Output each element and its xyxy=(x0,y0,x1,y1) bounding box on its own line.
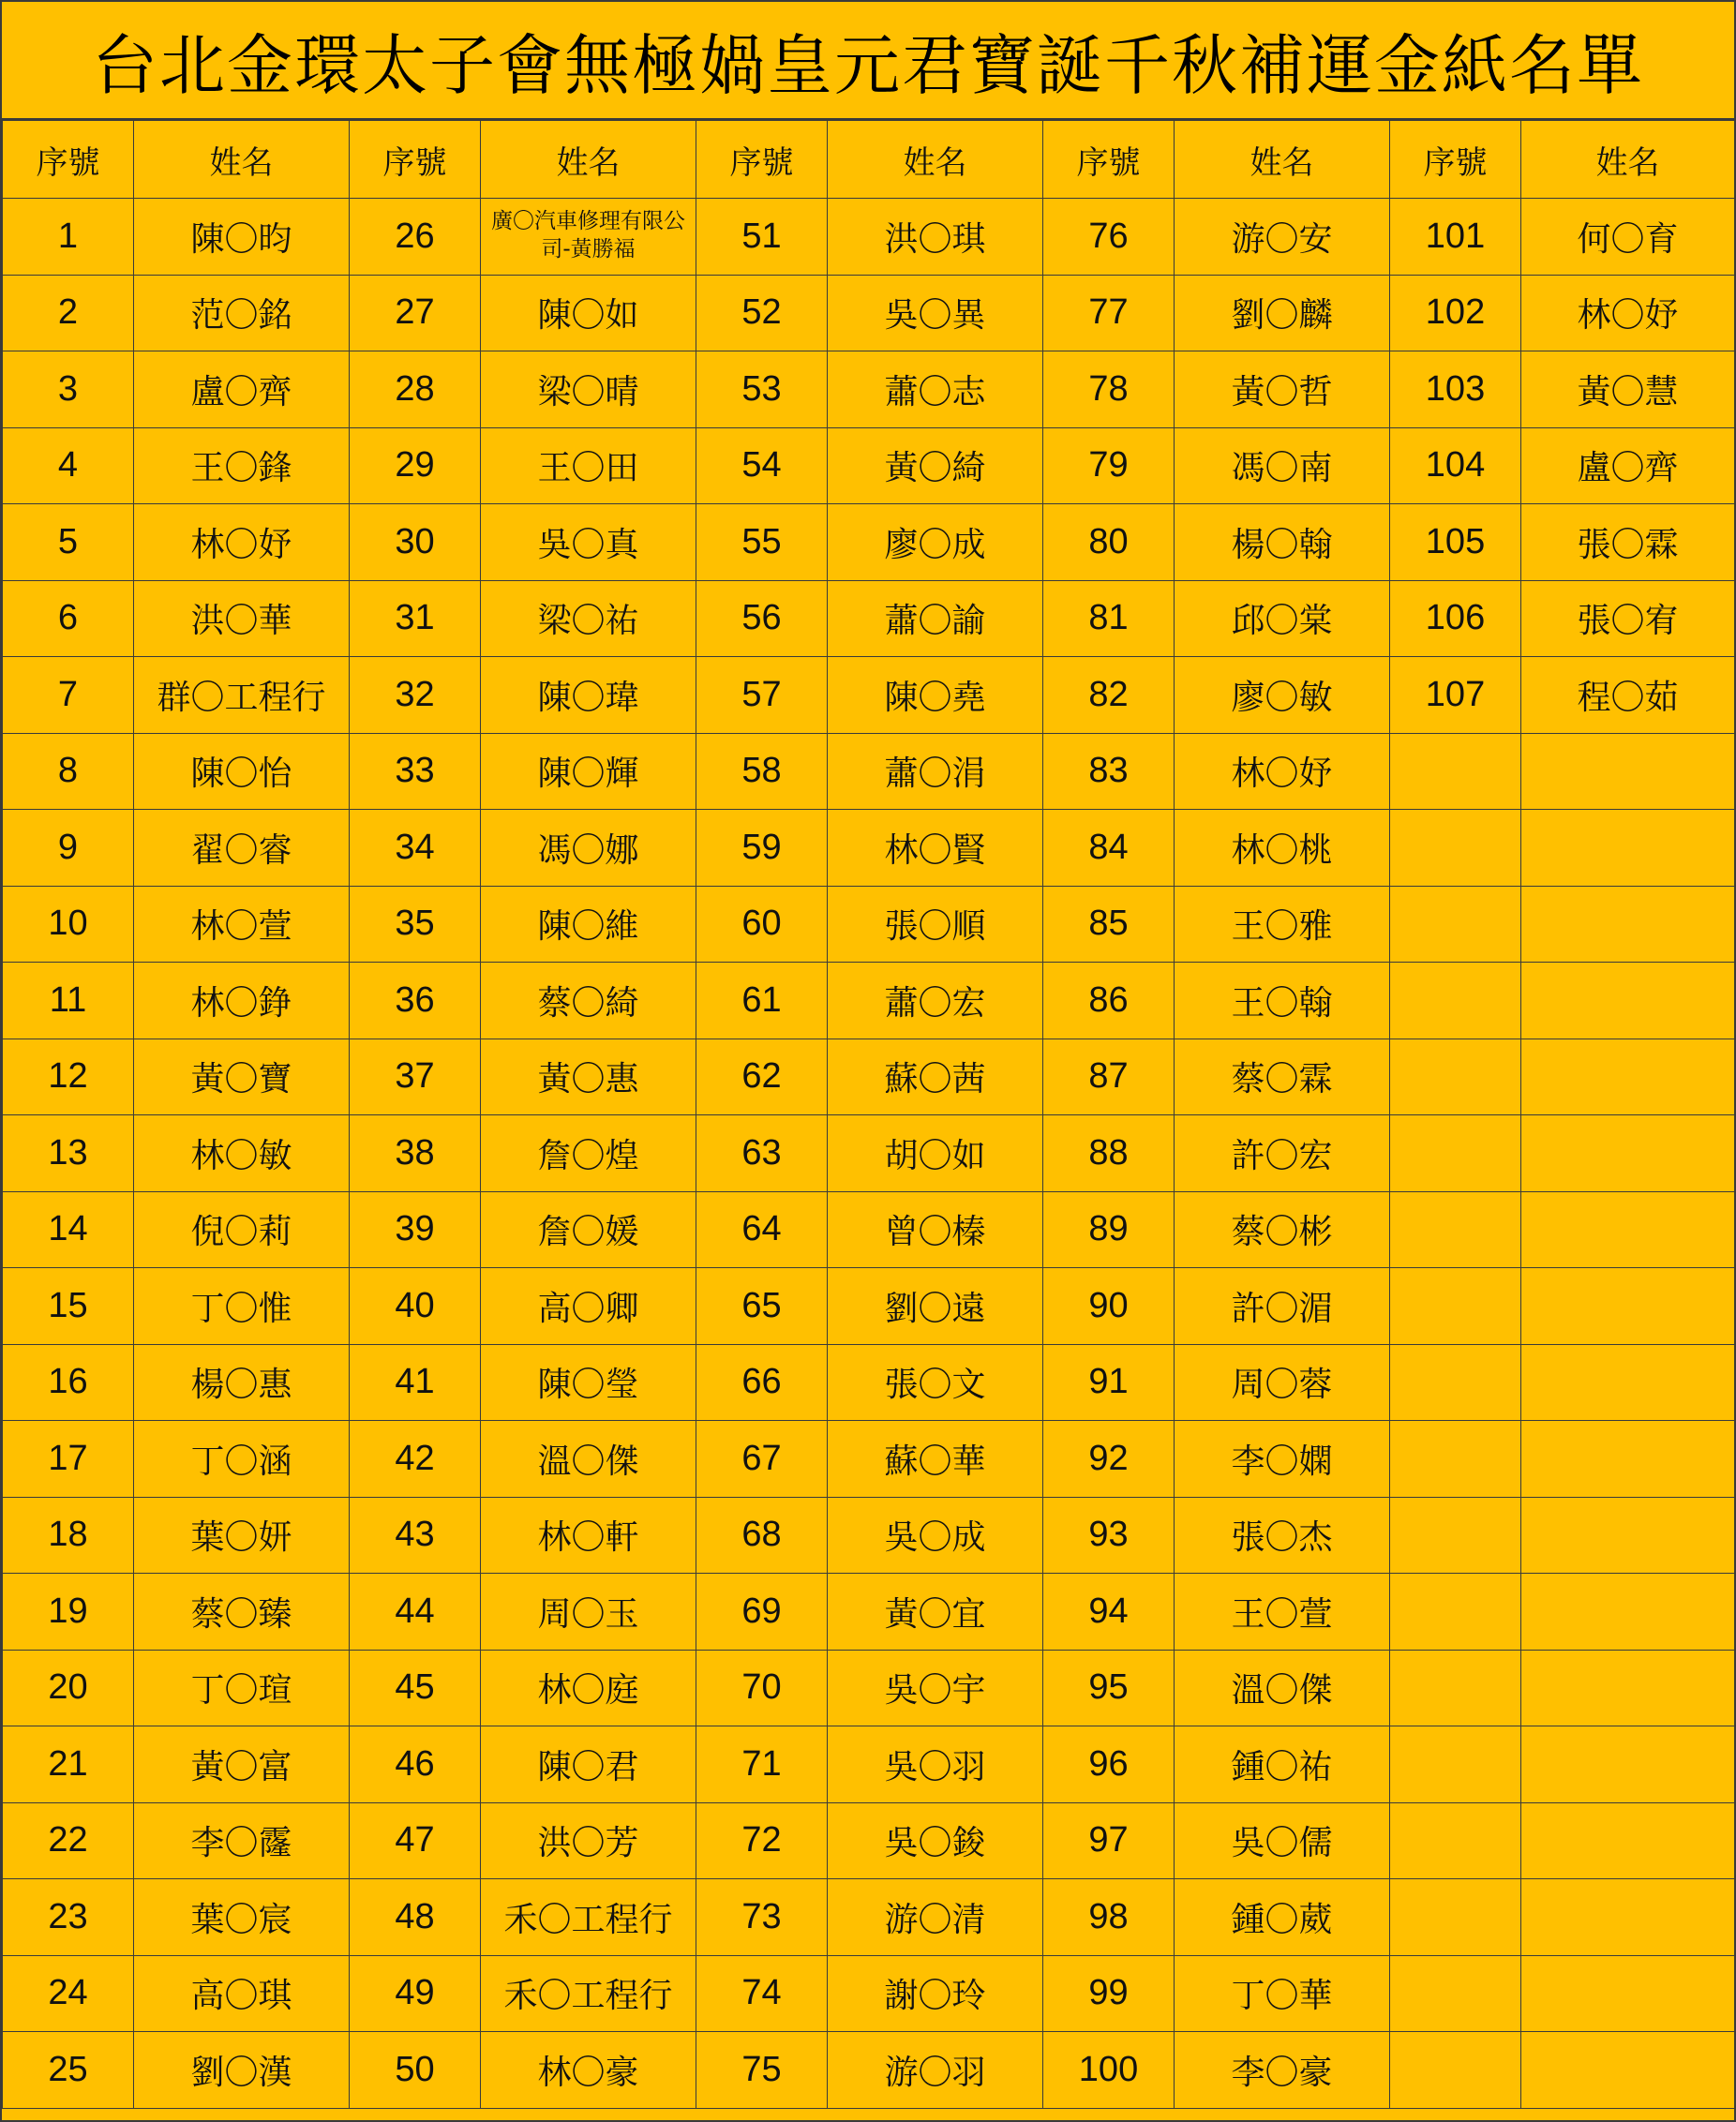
entry-name: 葉〇妍 xyxy=(134,1497,350,1574)
table-row xyxy=(3,504,1735,581)
entry-number: 23 xyxy=(3,1879,134,1956)
entry-name: 陳〇瑋 xyxy=(481,657,696,734)
entry-name: 丁〇瑄 xyxy=(134,1650,350,1726)
table-row xyxy=(3,963,1735,1039)
entry-name: 許〇宏 xyxy=(1175,1115,1390,1192)
entry-name: 群〇工程行 xyxy=(134,657,350,734)
entry-name: 鍾〇葳 xyxy=(1175,1879,1390,1956)
empty-cell xyxy=(1390,1497,1521,1574)
entry-name: 馮〇娜 xyxy=(481,810,696,887)
entry-name: 蕭〇涓 xyxy=(828,733,1043,810)
entry-name: 溫〇傑 xyxy=(1175,1650,1390,1726)
entry-number: 78 xyxy=(1043,351,1175,428)
entry-number: 93 xyxy=(1043,1497,1175,1574)
entry-name: 黃〇綺 xyxy=(828,427,1043,504)
entry-number: 37 xyxy=(350,1039,481,1115)
empty-cell xyxy=(1521,1955,1735,2032)
empty-cell xyxy=(1390,1879,1521,1956)
entry-name: 吳〇成 xyxy=(828,1497,1043,1574)
entry-number: 52 xyxy=(696,275,828,351)
entry-name: 李〇嫻 xyxy=(1175,1421,1390,1498)
entry-number: 25 xyxy=(3,2032,134,2109)
entry-name: 黃〇宜 xyxy=(828,1574,1043,1651)
entry-name: 梁〇晴 xyxy=(481,351,696,428)
entry-name: 洪〇華 xyxy=(134,580,350,657)
entry-name: 林〇妤 xyxy=(1175,733,1390,810)
entry-name: 張〇文 xyxy=(828,1344,1043,1421)
entry-number: 34 xyxy=(350,810,481,887)
entry-name: 蔡〇臻 xyxy=(134,1574,350,1651)
entry-name: 范〇銘 xyxy=(134,275,350,351)
entry-name: 蔡〇綺 xyxy=(481,963,696,1039)
entry-number: 60 xyxy=(696,886,828,963)
entry-number: 64 xyxy=(696,1191,828,1268)
entry-name: 林〇妤 xyxy=(1521,275,1735,351)
table-row xyxy=(3,2032,1735,2109)
empty-cell xyxy=(1521,1268,1735,1345)
empty-cell xyxy=(1521,1344,1735,1421)
entry-name: 李〇豪 xyxy=(1175,2032,1390,2109)
entry-name: 黃〇慧 xyxy=(1521,351,1735,428)
entry-number: 55 xyxy=(696,504,828,581)
table-row xyxy=(3,1115,1735,1192)
entry-name: 李〇霳 xyxy=(134,1802,350,1879)
header-number: 序號 xyxy=(350,121,481,199)
entry-name: 程〇茹 xyxy=(1521,657,1735,734)
entry-number: 77 xyxy=(1043,275,1175,351)
entry-name: 禾〇工程行 xyxy=(481,1879,696,1956)
entry-name: 陳〇堯 xyxy=(828,657,1043,734)
entry-name: 吳〇真 xyxy=(481,504,696,581)
entry-number: 61 xyxy=(696,963,828,1039)
entry-number: 53 xyxy=(696,351,828,428)
entry-name: 謝〇玲 xyxy=(828,1955,1043,2032)
empty-cell xyxy=(1521,733,1735,810)
entry-number: 48 xyxy=(350,1879,481,1956)
header-name: 姓名 xyxy=(481,121,696,199)
entry-name: 吳〇羽 xyxy=(828,1726,1043,1803)
header-number: 序號 xyxy=(3,121,134,199)
entry-name: 翟〇睿 xyxy=(134,810,350,887)
entry-number: 29 xyxy=(350,427,481,504)
table-row xyxy=(3,275,1735,351)
empty-cell xyxy=(1521,1191,1735,1268)
entry-number: 73 xyxy=(696,1879,828,1956)
roster-table xyxy=(2,120,1735,2109)
entry-name: 洪〇琪 xyxy=(828,199,1043,276)
entry-number: 41 xyxy=(350,1344,481,1421)
entry-name: 蘇〇茜 xyxy=(828,1039,1043,1115)
entry-name: 林〇妤 xyxy=(134,504,350,581)
empty-cell xyxy=(1390,1726,1521,1803)
entry-number: 99 xyxy=(1043,1955,1175,2032)
entry-number: 14 xyxy=(3,1191,134,1268)
entry-number: 88 xyxy=(1043,1115,1175,1192)
entry-name: 游〇清 xyxy=(828,1879,1043,1956)
entry-number: 84 xyxy=(1043,810,1175,887)
table-row xyxy=(3,1268,1735,1345)
entry-number: 17 xyxy=(3,1421,134,1498)
entry-number: 20 xyxy=(3,1650,134,1726)
entry-number: 85 xyxy=(1043,886,1175,963)
entry-number: 7 xyxy=(3,657,134,734)
entry-number: 69 xyxy=(696,1574,828,1651)
header-number: 序號 xyxy=(1390,121,1521,199)
table-row xyxy=(3,1879,1735,1956)
entry-number: 75 xyxy=(696,2032,828,2109)
entry-number: 98 xyxy=(1043,1879,1175,1956)
entry-number: 63 xyxy=(696,1115,828,1192)
entry-name: 許〇湄 xyxy=(1175,1268,1390,1345)
entry-name: 溫〇傑 xyxy=(481,1421,696,1498)
entry-name: 胡〇如 xyxy=(828,1115,1043,1192)
empty-cell xyxy=(1521,963,1735,1039)
table-row xyxy=(3,1191,1735,1268)
entry-number: 107 xyxy=(1390,657,1521,734)
entry-name: 馮〇南 xyxy=(1175,427,1390,504)
entry-number: 26 xyxy=(350,199,481,276)
entry-number: 3 xyxy=(3,351,134,428)
roster-body xyxy=(3,121,1735,2109)
entry-number: 100 xyxy=(1043,2032,1175,2109)
empty-cell xyxy=(1521,1039,1735,1115)
empty-cell xyxy=(1390,1955,1521,2032)
entry-name: 林〇錚 xyxy=(134,963,350,1039)
entry-number: 9 xyxy=(3,810,134,887)
table-row xyxy=(3,1497,1735,1574)
entry-number: 12 xyxy=(3,1039,134,1115)
entry-number: 1 xyxy=(3,199,134,276)
entry-number: 83 xyxy=(1043,733,1175,810)
entry-number: 42 xyxy=(350,1421,481,1498)
entry-number: 71 xyxy=(696,1726,828,1803)
entry-name: 楊〇翰 xyxy=(1175,504,1390,581)
empty-cell xyxy=(1390,810,1521,887)
empty-cell xyxy=(1521,810,1735,887)
entry-number: 24 xyxy=(3,1955,134,2032)
table-row xyxy=(3,351,1735,428)
entry-number: 101 xyxy=(1390,199,1521,276)
entry-number: 18 xyxy=(3,1497,134,1574)
entry-name: 游〇羽 xyxy=(828,2032,1043,2109)
entry-number: 15 xyxy=(3,1268,134,1345)
entry-number: 35 xyxy=(350,886,481,963)
empty-cell xyxy=(1390,963,1521,1039)
table-row xyxy=(3,733,1735,810)
entry-name: 陳〇如 xyxy=(481,275,696,351)
entry-name: 鍾〇祐 xyxy=(1175,1726,1390,1803)
entry-number: 13 xyxy=(3,1115,134,1192)
entry-name: 王〇田 xyxy=(481,427,696,504)
empty-cell xyxy=(1521,1497,1735,1574)
empty-cell xyxy=(1390,1115,1521,1192)
table-row xyxy=(3,1039,1735,1115)
entry-name: 詹〇媛 xyxy=(481,1191,696,1268)
table-row xyxy=(3,886,1735,963)
entry-number: 94 xyxy=(1043,1574,1175,1651)
entry-number: 44 xyxy=(350,1574,481,1651)
table-row xyxy=(3,199,1735,276)
entry-number: 76 xyxy=(1043,199,1175,276)
entry-number: 86 xyxy=(1043,963,1175,1039)
entry-number: 74 xyxy=(696,1955,828,2032)
table-row xyxy=(3,1574,1735,1651)
empty-cell xyxy=(1390,1650,1521,1726)
header-row xyxy=(3,121,1735,199)
entry-name: 吳〇儒 xyxy=(1175,1802,1390,1879)
entry-name: 張〇霖 xyxy=(1521,504,1735,581)
entry-number: 105 xyxy=(1390,504,1521,581)
entry-name: 陳〇君 xyxy=(481,1726,696,1803)
entry-name: 倪〇莉 xyxy=(134,1191,350,1268)
header-number: 序號 xyxy=(696,121,828,199)
entry-number: 92 xyxy=(1043,1421,1175,1498)
entry-name: 劉〇漢 xyxy=(134,2032,350,2109)
entry-name: 蕭〇志 xyxy=(828,351,1043,428)
entry-name: 陳〇昀 xyxy=(134,199,350,276)
entry-name: 陳〇瑩 xyxy=(481,1344,696,1421)
entry-name: 林〇豪 xyxy=(481,2032,696,2109)
empty-cell xyxy=(1521,1726,1735,1803)
entry-number: 103 xyxy=(1390,351,1521,428)
entry-name: 梁〇祐 xyxy=(481,580,696,657)
empty-cell xyxy=(1390,1421,1521,1498)
entry-number: 81 xyxy=(1043,580,1175,657)
table-row xyxy=(3,1650,1735,1726)
empty-cell xyxy=(1390,1191,1521,1268)
entry-number: 90 xyxy=(1043,1268,1175,1345)
entry-number: 80 xyxy=(1043,504,1175,581)
entry-name: 林〇萱 xyxy=(134,886,350,963)
entry-name: 廣〇汽車修理有限公司-黃勝福 xyxy=(481,199,696,276)
entry-name: 吳〇鋑 xyxy=(828,1802,1043,1879)
entry-name: 禾〇工程行 xyxy=(481,1955,696,2032)
entry-number: 16 xyxy=(3,1344,134,1421)
entry-number: 45 xyxy=(350,1650,481,1726)
entry-name: 洪〇芳 xyxy=(481,1802,696,1879)
table-row xyxy=(3,1421,1735,1498)
entry-number: 91 xyxy=(1043,1344,1175,1421)
entry-name: 張〇宥 xyxy=(1521,580,1735,657)
entry-name: 廖〇成 xyxy=(828,504,1043,581)
entry-name: 吳〇異 xyxy=(828,275,1043,351)
entry-name: 劉〇麟 xyxy=(1175,275,1390,351)
entry-name: 高〇琪 xyxy=(134,1955,350,2032)
empty-cell xyxy=(1390,1268,1521,1345)
entry-number: 58 xyxy=(696,733,828,810)
entry-name: 周〇蓉 xyxy=(1175,1344,1390,1421)
entry-name: 高〇卿 xyxy=(481,1268,696,1345)
entry-name: 楊〇惠 xyxy=(134,1344,350,1421)
entry-number: 66 xyxy=(696,1344,828,1421)
entry-number: 32 xyxy=(350,657,481,734)
entry-name: 王〇鋒 xyxy=(134,427,350,504)
table-row xyxy=(3,580,1735,657)
entry-name: 黃〇哲 xyxy=(1175,351,1390,428)
table-row xyxy=(3,1802,1735,1879)
entry-number: 43 xyxy=(350,1497,481,1574)
entry-number: 87 xyxy=(1043,1039,1175,1115)
empty-cell xyxy=(1390,1344,1521,1421)
entry-name: 王〇翰 xyxy=(1175,963,1390,1039)
empty-cell xyxy=(1521,1421,1735,1498)
entry-number: 10 xyxy=(3,886,134,963)
entry-number: 49 xyxy=(350,1955,481,2032)
header-name: 姓名 xyxy=(1521,121,1735,199)
entry-name: 劉〇遠 xyxy=(828,1268,1043,1345)
entry-number: 67 xyxy=(696,1421,828,1498)
empty-cell xyxy=(1390,886,1521,963)
entry-number: 36 xyxy=(350,963,481,1039)
entry-number: 39 xyxy=(350,1191,481,1268)
entry-name: 陳〇怡 xyxy=(134,733,350,810)
empty-cell xyxy=(1390,2032,1521,2109)
entry-number: 31 xyxy=(350,580,481,657)
header-name: 姓名 xyxy=(1175,121,1390,199)
entry-name: 丁〇華 xyxy=(1175,1955,1390,2032)
entry-name: 黃〇富 xyxy=(134,1726,350,1803)
entry-number: 11 xyxy=(3,963,134,1039)
entry-number: 65 xyxy=(696,1268,828,1345)
entry-number: 8 xyxy=(3,733,134,810)
entry-name: 林〇賢 xyxy=(828,810,1043,887)
table-row xyxy=(3,1726,1735,1803)
entry-name: 蔡〇彬 xyxy=(1175,1191,1390,1268)
entry-number: 19 xyxy=(3,1574,134,1651)
entry-name: 周〇玉 xyxy=(481,1574,696,1651)
entry-number: 54 xyxy=(696,427,828,504)
entry-number: 102 xyxy=(1390,275,1521,351)
entry-name: 蕭〇諭 xyxy=(828,580,1043,657)
table-row xyxy=(3,657,1735,734)
entry-number: 50 xyxy=(350,2032,481,2109)
entry-number: 56 xyxy=(696,580,828,657)
entry-number: 30 xyxy=(350,504,481,581)
entry-name: 游〇安 xyxy=(1175,199,1390,276)
entry-number: 89 xyxy=(1043,1191,1175,1268)
entry-name: 詹〇煌 xyxy=(481,1115,696,1192)
empty-cell xyxy=(1521,1574,1735,1651)
entry-name: 林〇桃 xyxy=(1175,810,1390,887)
entry-number: 6 xyxy=(3,580,134,657)
entry-name: 丁〇涵 xyxy=(134,1421,350,1498)
header-name: 姓名 xyxy=(134,121,350,199)
entry-number: 47 xyxy=(350,1802,481,1879)
entry-name: 丁〇惟 xyxy=(134,1268,350,1345)
entry-number: 4 xyxy=(3,427,134,504)
table-row xyxy=(3,1955,1735,2032)
entry-name: 曾〇榛 xyxy=(828,1191,1043,1268)
entry-name: 何〇育 xyxy=(1521,199,1735,276)
empty-cell xyxy=(1521,886,1735,963)
entry-number: 38 xyxy=(350,1115,481,1192)
entry-number: 33 xyxy=(350,733,481,810)
empty-cell xyxy=(1521,1650,1735,1726)
entry-number: 62 xyxy=(696,1039,828,1115)
entry-name: 林〇庭 xyxy=(481,1650,696,1726)
entry-number: 70 xyxy=(696,1650,828,1726)
entry-name: 盧〇齊 xyxy=(134,351,350,428)
entry-number: 27 xyxy=(350,275,481,351)
entry-number: 82 xyxy=(1043,657,1175,734)
empty-cell xyxy=(1521,1879,1735,1956)
entry-number: 22 xyxy=(3,1802,134,1879)
entry-number: 2 xyxy=(3,275,134,351)
empty-cell xyxy=(1390,733,1521,810)
table-row xyxy=(3,1344,1735,1421)
entry-name: 葉〇宸 xyxy=(134,1879,350,1956)
entry-number: 96 xyxy=(1043,1726,1175,1803)
entry-number: 21 xyxy=(3,1726,134,1803)
entry-number: 95 xyxy=(1043,1650,1175,1726)
entry-name: 王〇萱 xyxy=(1175,1574,1390,1651)
page-title: 台北金環太子會無極媧皇元君寶誕千秋補運金紙名單 xyxy=(2,2,1734,120)
entry-name: 林〇敏 xyxy=(134,1115,350,1192)
header-name: 姓名 xyxy=(828,121,1043,199)
entry-name: 盧〇齊 xyxy=(1521,427,1735,504)
entry-number: 106 xyxy=(1390,580,1521,657)
entry-name: 張〇順 xyxy=(828,886,1043,963)
entry-number: 72 xyxy=(696,1802,828,1879)
entry-number: 97 xyxy=(1043,1802,1175,1879)
entry-name: 林〇軒 xyxy=(481,1497,696,1574)
entry-name: 王〇雅 xyxy=(1175,886,1390,963)
entry-number: 28 xyxy=(350,351,481,428)
entry-name: 陳〇維 xyxy=(481,886,696,963)
entry-name: 吳〇宇 xyxy=(828,1650,1043,1726)
empty-cell xyxy=(1390,1039,1521,1115)
entry-name: 張〇杰 xyxy=(1175,1497,1390,1574)
entry-number: 59 xyxy=(696,810,828,887)
entry-number: 5 xyxy=(3,504,134,581)
table-row xyxy=(3,427,1735,504)
entry-number: 46 xyxy=(350,1726,481,1803)
empty-cell xyxy=(1390,1802,1521,1879)
empty-cell xyxy=(1521,1802,1735,1879)
entry-name: 陳〇輝 xyxy=(481,733,696,810)
entry-name: 蘇〇華 xyxy=(828,1421,1043,1498)
header-number: 序號 xyxy=(1043,121,1175,199)
table-row xyxy=(3,810,1735,887)
entry-name: 黃〇寶 xyxy=(134,1039,350,1115)
entry-name: 蕭〇宏 xyxy=(828,963,1043,1039)
empty-cell xyxy=(1521,2032,1735,2109)
entry-number: 79 xyxy=(1043,427,1175,504)
entry-name: 黃〇惠 xyxy=(481,1039,696,1115)
entry-number: 57 xyxy=(696,657,828,734)
entry-name: 邱〇棠 xyxy=(1175,580,1390,657)
entry-number: 68 xyxy=(696,1497,828,1574)
entry-name: 蔡〇霖 xyxy=(1175,1039,1390,1115)
entry-name: 廖〇敏 xyxy=(1175,657,1390,734)
empty-cell xyxy=(1390,1574,1521,1651)
entry-number: 104 xyxy=(1390,427,1521,504)
entry-number: 51 xyxy=(696,199,828,276)
empty-cell xyxy=(1521,1115,1735,1192)
entry-number: 40 xyxy=(350,1268,481,1345)
